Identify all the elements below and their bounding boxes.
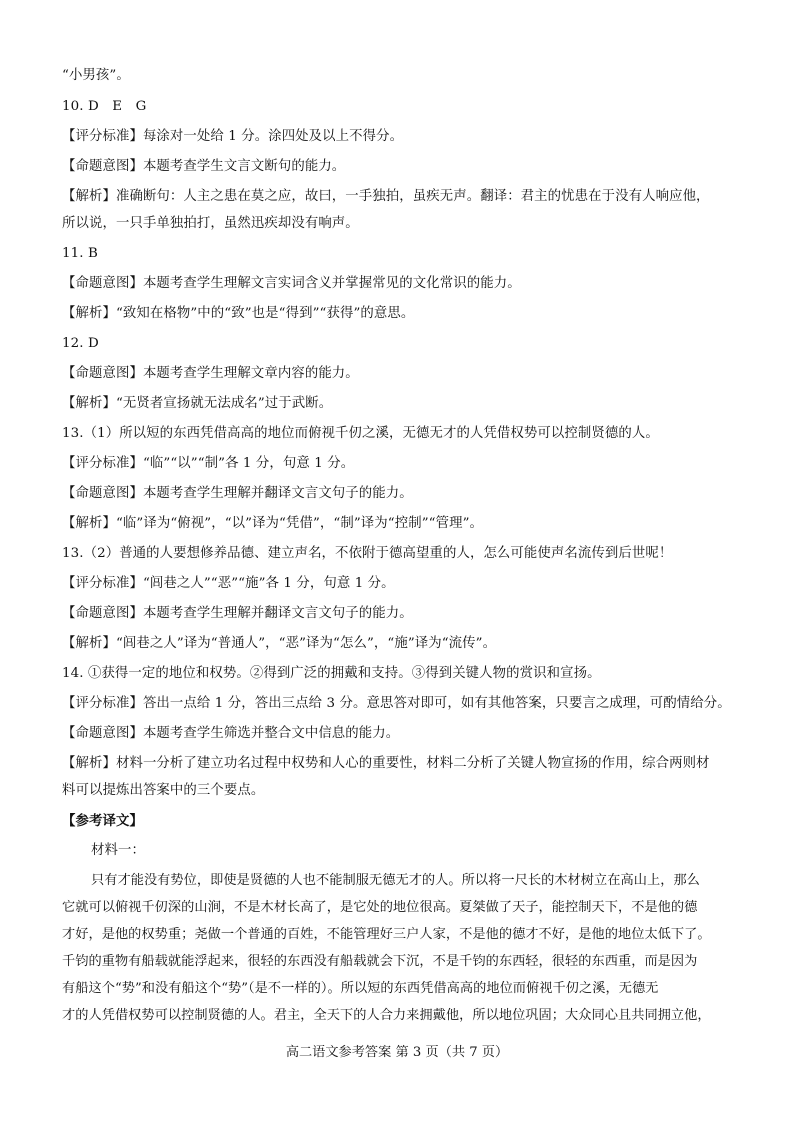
question-10-answer: 10. D E G [62,99,147,114]
page-footer: 高二语文参考答案 第 3 页（共 7 页） [285,1045,509,1060]
q10-analysis-line-1: 【解析】准确断句：人主之患在莫之应，故曰，一手独拍，虽疾无声。翻译：君主的忧患在于没有人响应他， [62,189,710,204]
q11-analysis: 【解析】“致知在格物”中的“致”也是“得到”“获得”的意思。 [62,306,415,321]
q14-intent: 【命题意图】本题考查学生筛选并整合文中信息的能力。 [62,726,400,741]
q13-1-analysis: 【解析】“临”译为“俯视”，“以”译为“凭借”，“制”译为“控制”“管理”。 [62,516,484,531]
q14-analysis-line-2: 料可以提炼出答案中的三个要点。 [62,783,265,798]
text-line-1: “小男孩”。 [62,68,130,83]
question-11-answer: 11. B [62,246,98,261]
q12-intent: 【命题意图】本题考查学生理解文章内容的能力。 [62,366,359,381]
translation-line-4: 千钧的重物有船载就能浮起来，很轻的东西没有船载就会下沉，不是千钧的东西轻，很轻的东西重，而是因为 [62,954,698,969]
translation-line-2: 它就可以俯视千仞深的山涧，不是木材长高了，是它处的地位很高。夏桀做了天子，能控制天下，不是他的德 [62,900,698,915]
q13-2-intent: 【命题意图】本题考查学生理解并翻译文言文句子的能力。 [62,606,413,621]
q11-intent: 【命题意图】本题考查学生理解文言实词含义并掌握常见的文化常识的能力。 [62,276,521,291]
q13-1-scoring: 【评分标准】“临”“以”“制”各 1 分，句意 1 分。 [62,456,355,471]
q12-analysis: 【解析】“无贤者宣扬就无法成名”过于武断。 [62,396,333,411]
translation-line-5: 有船这个“势”和没有船这个“势”（是不一样的）。所以短的东西凭借高高的地位而俯视千仞之溪，无德无 [62,981,659,996]
translation-line-3: 才好，是他的权势重；尧做一个普通的百姓，不能管理好三户人家，不是他的德才不好，是他的地位太低下了。 [62,927,711,942]
q13-2-analysis: 【解析】“闾巷之人”译为“普通人”，“恶”译为“怎么”，“施”译为“流传”。 [62,636,497,651]
question-13-2-answer: 13.（2）普通的人要想修养品德、建立声名，不依附于德高望重的人，怎么可能使声名流传到后世呢！ [62,546,673,561]
translation-line-1: 只有才能没有势位，即使是贤德的人也不能制服无德无才的人。所以将一尺长的木材树立在高山上，那么 [91,873,700,888]
q13-2-scoring: 【评分标准】“闾巷之人”“恶”“施”各 1 分，句意 1 分。 [62,576,395,591]
question-14-answer: 14. ①获得一定的地位和权势。②得到广泛的拥戴和支持。③得到关键人物的赏识和宣扬。 [62,666,601,681]
q10-scoring: 【评分标准】每涂对一处给 1 分。涂四处及以上不得分。 [62,129,404,144]
material-one-label: 材料一： [91,843,145,858]
q14-scoring: 【评分标准】答出一点给 1 分，答出三点给 3 分。意思答对即可，如有其他答案，只要言之成理，可酌情给分。 [62,696,731,711]
question-13-1-answer: 13.（1）所以短的东西凭借高高的地位而俯视千仞之溪，无德无才的人凭借权势可以控制贤德的人。 [62,426,659,441]
q10-intent: 【命题意图】本题考查学生文言文断句的能力。 [62,159,346,174]
translation-line-6: 才的人凭借权势可以控制贤德的人。君主，全天下的人合力来拥戴他，所以地位巩固；大众同心且共同拥立他， [62,1008,711,1023]
question-12-answer: 12. D [62,336,99,351]
q10-analysis-line-2: 所以说，一只手单独拍打，虽然迅疾却没有响声。 [62,216,359,231]
q13-1-intent: 【命题意图】本题考查学生理解并翻译文言文句子的能力。 [62,486,413,501]
q14-analysis-line-1: 【解析】材料一分析了建立功名过程中权势和人心的重要性，材料二分析了关键人物宣扬的作用，综合两则材 [62,756,710,771]
reference-translation-heading: 【参考译文】 [62,813,143,829]
